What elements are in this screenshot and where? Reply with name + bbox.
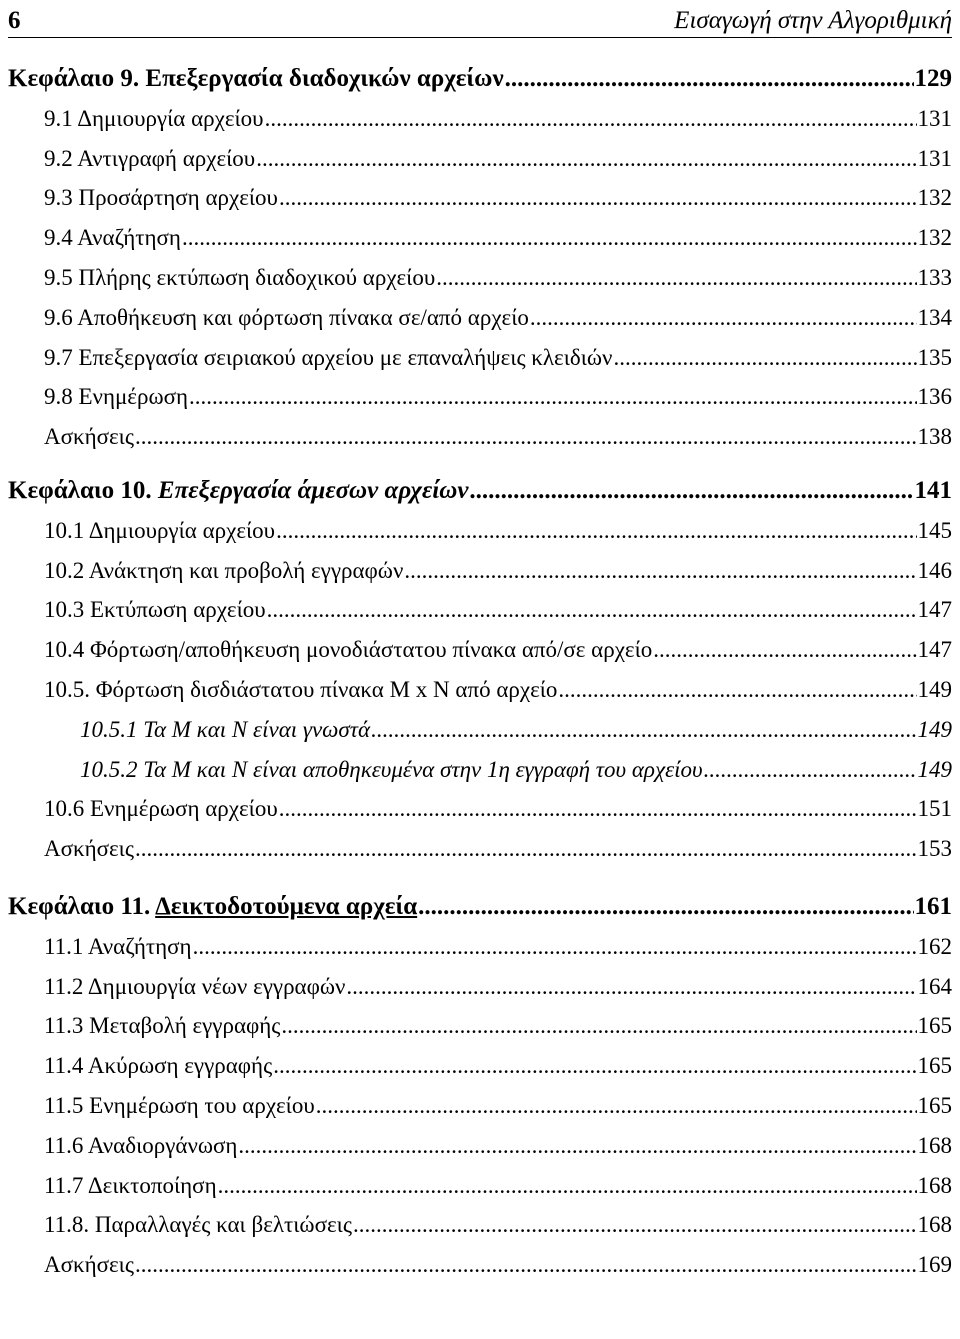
chapter-title	[8, 471, 468, 511]
chapter-prefix: Κεφάλαιο 11.	[8, 892, 151, 920]
toc-section[interactable]	[8, 298, 952, 338]
toc-section[interactable]	[8, 590, 952, 630]
dot-leader	[316, 1086, 917, 1126]
page-ref: 149	[917, 756, 952, 782]
toc-section[interactable]	[8, 1245, 952, 1285]
section-title: 9.6 Αποθήκευση και φόρτωση πίνακα σε/από αρχείο	[44, 304, 529, 330]
toc-subsection[interactable]	[8, 750, 952, 790]
toc-section[interactable]	[8, 829, 952, 869]
section-title: 9.3 Προσάρτηση αρχείου	[44, 185, 278, 211]
page-ref: 168	[917, 1172, 952, 1198]
toc-section[interactable]	[8, 670, 952, 710]
toc-section[interactable]	[8, 1086, 952, 1126]
section-title: 11.5 Ενημέρωση του αρχείου	[44, 1092, 315, 1118]
page-ref: 135	[917, 344, 952, 370]
section-title: 11.3 Μεταβολή εγγραφής	[44, 1013, 281, 1039]
section-title: Ασκήσεις	[44, 836, 134, 862]
toc-section[interactable]	[8, 218, 952, 258]
toc-section[interactable]	[8, 377, 952, 417]
section-title: 11.1 Αναζήτηση	[44, 933, 192, 959]
dot-leader	[135, 417, 917, 457]
section-title: 10.2 Ανάκτηση και προβολή εγγραφών	[44, 557, 404, 583]
section-title: 11.8. Παραλλαγές και βελτιώσεις	[44, 1212, 352, 1238]
page-ref: 164	[917, 973, 952, 999]
page-ref: 134	[917, 304, 952, 330]
dot-leader	[218, 1166, 917, 1206]
toc-subsection[interactable]	[8, 710, 952, 750]
toc-section[interactable]	[8, 258, 952, 298]
dot-leader	[281, 1006, 916, 1046]
dot-leader	[346, 967, 916, 1007]
page-ref: 149	[917, 676, 952, 702]
section-title: 9.8 Ενημέρωση	[44, 384, 189, 410]
toc-chapter-9[interactable]	[8, 59, 952, 99]
dot-leader	[469, 471, 913, 511]
toc-section[interactable]	[8, 1166, 952, 1206]
section-title: 11.6 Αναδιοργάνωση	[44, 1132, 238, 1158]
toc-section[interactable]	[8, 1046, 952, 1086]
page-ref: 136	[917, 384, 952, 410]
page-ref: 165	[917, 1053, 952, 1079]
dot-leader	[371, 710, 916, 750]
page-ref: 131	[917, 105, 952, 131]
running-header	[8, 0, 952, 38]
section-title: 9.7 Επεξεργασία σειριακού αρχείου με επαναλήψεις κλειδιών	[44, 344, 613, 370]
dot-leader	[418, 887, 913, 927]
dot-leader	[436, 258, 916, 298]
toc-section[interactable]	[8, 139, 952, 179]
section-title: 10.1 Δημιουργία αρχείου	[44, 517, 276, 543]
page-ref: 168	[917, 1212, 952, 1238]
dot-leader	[193, 927, 917, 967]
page-ref: 132	[917, 225, 952, 251]
section-title: 11.4 Ακύρωση εγγραφής	[44, 1053, 273, 1079]
page-number: 6	[8, 7, 21, 34]
page-ref: 132	[917, 185, 952, 211]
chapter-prefix: Κεφάλαιο 10.	[8, 476, 152, 504]
dot-leader	[238, 1126, 916, 1166]
dot-leader	[530, 298, 917, 338]
section-title: 10.3 Εκτύπωση αρχείου	[44, 597, 266, 623]
dot-leader	[265, 99, 917, 139]
page-ref: 162	[917, 933, 952, 959]
toc-chapter-10[interactable]	[8, 471, 952, 511]
page-ref: 146	[917, 557, 952, 583]
toc-section[interactable]	[8, 1126, 952, 1166]
page-ref: 147	[917, 637, 952, 663]
page-ref: 161	[914, 892, 952, 920]
toc-section[interactable]	[8, 338, 952, 378]
dot-leader	[135, 829, 917, 869]
page-ref: 151	[917, 796, 952, 822]
toc-section[interactable]	[8, 967, 952, 1007]
dot-leader	[558, 670, 916, 710]
section-title: 11.2 Δημιουργία νέων εγγραφών	[44, 973, 346, 999]
section-title: 9.5 Πλήρης εκτύπωση διαδοχικού αρχείου	[44, 264, 436, 290]
dot-leader	[404, 551, 916, 591]
toc-section[interactable]	[8, 417, 952, 457]
chapter-name: Δεικτοδοτούμενα αρχεία	[155, 892, 418, 920]
toc-section[interactable]	[8, 630, 952, 670]
page-ref: 145	[917, 517, 952, 543]
page-ref: 153	[917, 836, 952, 862]
section-title: 10.5. Φόρτωση δισδιάστατου πίνακα M x N από αρχείο	[44, 676, 558, 702]
section-title: 9.2 Αντιγραφή αρχείου	[44, 145, 256, 171]
chapter-title	[8, 887, 417, 927]
section-title: 11.7 Δεικτοποίηση	[44, 1172, 217, 1198]
page-ref: 168	[917, 1132, 952, 1158]
page-ref: 165	[917, 1013, 952, 1039]
dot-leader	[267, 590, 917, 630]
dot-leader	[189, 377, 916, 417]
toc-section[interactable]	[8, 99, 952, 139]
chapter-name: Επεξεργασία άμεσων αρχείων	[157, 476, 469, 504]
section-title: Ασκήσεις	[44, 424, 134, 450]
toc-section[interactable]	[8, 789, 952, 829]
dot-leader	[353, 1205, 917, 1245]
page-ref: 147	[917, 597, 952, 623]
section-title: 10.6 Ενημέρωση αρχείου	[44, 796, 278, 822]
dot-leader	[182, 218, 917, 258]
dot-leader	[279, 178, 917, 218]
subsection-title: 10.5.2 Τα M και N είναι αποθηκευμένα στην 1η εγγραφή του αρχείου	[80, 756, 703, 782]
toc-section[interactable]	[8, 1006, 952, 1046]
page-ref: 133	[917, 264, 952, 290]
section-title: 10.4 Φόρτωση/αποθήκευση μονοδιάστατου πίνακα από/σε αρχείο	[44, 637, 653, 663]
page-ref: 129	[914, 65, 952, 92]
dot-leader	[613, 338, 916, 378]
section-title: Ασκήσεις	[44, 1252, 134, 1278]
toc-section[interactable]	[8, 551, 952, 591]
dot-leader	[279, 789, 917, 829]
page-ref: 131	[917, 145, 952, 171]
dot-leader	[273, 1046, 916, 1086]
page-ref: 138	[917, 424, 952, 450]
dot-leader	[704, 750, 917, 790]
toc-chapter-11[interactable]	[8, 887, 952, 927]
toc-section[interactable]	[8, 1205, 952, 1245]
section-title: 9.1 Δημιουργία αρχείου	[44, 105, 264, 131]
dot-leader	[135, 1245, 917, 1285]
section-title: 9.4 Αναζήτηση	[44, 225, 181, 251]
toc-section[interactable]	[8, 927, 952, 967]
dot-leader	[276, 511, 916, 551]
toc-section[interactable]	[8, 178, 952, 218]
page-ref: 149	[917, 716, 952, 742]
dot-leader	[505, 59, 914, 99]
running-title: Εισαγωγή στην Αλγοριθμική	[674, 7, 952, 34]
table-of-contents	[8, 59, 952, 1285]
dot-leader	[653, 630, 916, 670]
page-ref: 141	[914, 476, 952, 504]
chapter-title: Κεφάλαιο 9. Επεξεργασία διαδοχικών αρχείων	[8, 65, 504, 92]
dot-leader	[256, 139, 916, 179]
toc-section[interactable]	[8, 511, 952, 551]
subsection-title: 10.5.1 Τα M και N είναι γνωστά	[80, 716, 371, 742]
page-ref: 169	[917, 1252, 952, 1278]
page-ref: 165	[917, 1092, 952, 1118]
